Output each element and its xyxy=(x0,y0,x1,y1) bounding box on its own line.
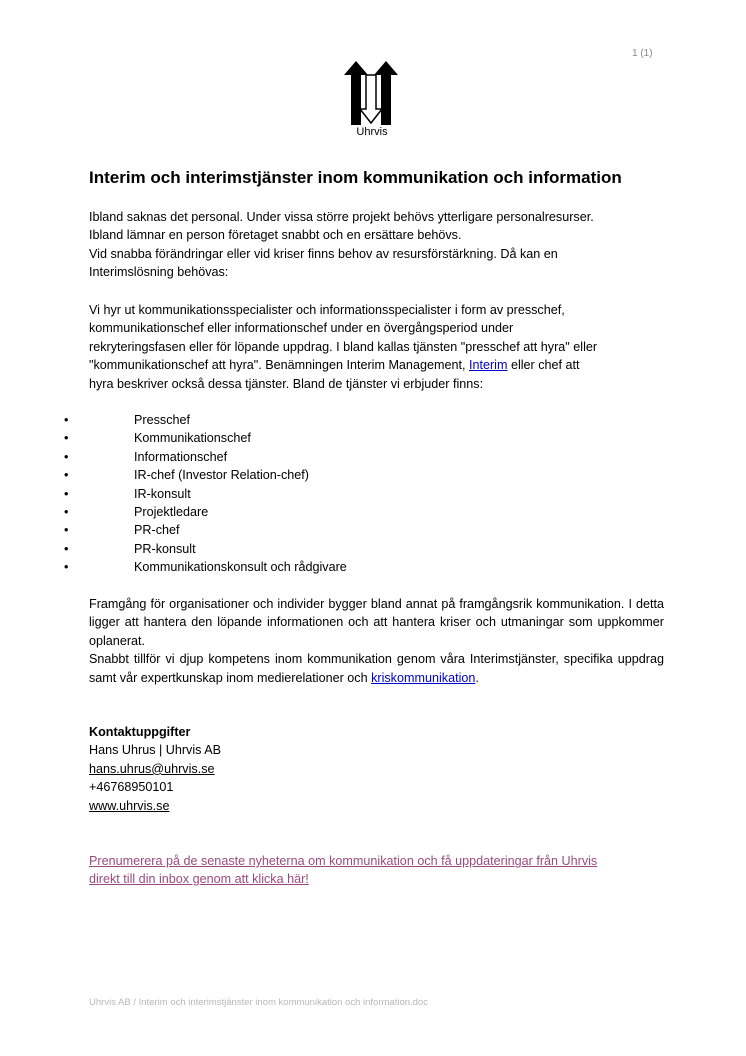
intro-line: Ibland lämnar en person företaget snabbt och en ersättare behövs. xyxy=(89,228,462,243)
subscribe-line: Prenumerera på de senaste nyheterna om kommunikation och få uppdateringar från Uhrvis xyxy=(89,854,598,868)
intro-paragraph xyxy=(89,208,664,282)
contact-website-link[interactable]: www.uhrvis.se xyxy=(89,798,170,813)
service-label: Informationschef xyxy=(134,449,228,464)
contact-name: Hans Uhrus | Uhrvis AB xyxy=(89,743,222,758)
closing-text: Framgång för organisationer och individer bygger bland annat på framgångsrik kommunikation. I detta ligger att hantera den löpande informationen och att hantera kriser och utmaningar som uppkommer oplanerat. xyxy=(89,597,664,648)
logo-text: Uhrvis xyxy=(356,126,388,138)
bullet: • xyxy=(64,560,69,575)
bullet: • xyxy=(64,523,69,538)
page-title: Interim och interimstjänster inom kommunikation och information xyxy=(89,168,622,187)
service-label: Presschef xyxy=(134,413,190,427)
contact-phone: +46768950101 xyxy=(89,780,174,795)
closing-paragraph xyxy=(89,595,664,687)
subscribe-link[interactable] xyxy=(89,852,669,889)
contact-email-link[interactable]: hans.uhrus@uhrvis.se xyxy=(89,761,215,776)
service-label: IR-chef (Investor Relation-chef) xyxy=(134,468,309,483)
bullet: • xyxy=(64,449,69,464)
intro-line: Interimslösning behövas: xyxy=(89,265,229,280)
service-label: IR-konsult xyxy=(134,486,191,501)
intro-line: Ibland saknas det personal. Under vissa större projekt behövs ytterligare personalresurser. xyxy=(89,210,594,224)
services-line: Vi hyr ut kommunikationsspecialister och informationsspecialister i form av presschef, xyxy=(89,303,565,317)
bullet: • xyxy=(64,486,69,501)
services-line xyxy=(89,356,664,374)
service-label: Kommunikationschef xyxy=(134,431,251,446)
closing-text-part: . xyxy=(475,670,479,685)
bullet: • xyxy=(64,541,69,556)
service-label: PR-chef xyxy=(134,523,180,538)
services-line: rekryteringsfasen eller för löpande uppdrag. I bland kallas tjänsten "presschef att hyra" eller xyxy=(89,339,598,354)
contact-heading: Kontaktuppgifter xyxy=(89,725,191,739)
service-label: Kommunikationskonsult och rådgivare xyxy=(134,560,347,575)
closing-text xyxy=(89,650,664,687)
services-line: hyra beskriver också dessa tjänster. Bland de tjänster vi erbjuder finns: xyxy=(89,376,484,391)
service-label: Projektledare xyxy=(134,504,209,519)
services-text: "kommunikationschef att hyra". Benämningen Interim Management, xyxy=(89,358,469,373)
contact-block xyxy=(89,723,221,815)
bullet: • xyxy=(64,413,69,427)
services-paragraph xyxy=(89,301,664,393)
services-line: kommunikationschef eller informationschef under en övergångsperiod under xyxy=(89,321,514,336)
kriskommunikation-link[interactable]: kriskommunikation xyxy=(371,670,476,685)
page-footer: Uhrvis AB / Interim och interimstjänster inom kommunikation och information.doc xyxy=(89,997,428,1008)
service-label: PR-konsult xyxy=(134,541,196,556)
services-text: eller chef att xyxy=(507,358,580,373)
page-number: 1 (1) xyxy=(632,48,653,59)
bullet: • xyxy=(64,468,69,483)
closing-text-part: Snabbt tillför vi djup kompetens inom kommunikation genom våra Interimstjänster, specifika uppdrag samt vår expertkunskap inom medierelationer och xyxy=(89,652,664,685)
bullet: • xyxy=(64,431,69,446)
bullet: • xyxy=(64,504,69,519)
intro-line: Vid snabba förändringar eller vid kriser finns behov av resursförstärkning. Då kan en xyxy=(89,246,558,261)
subscribe-line: direkt till din inbox genom att klicka här! xyxy=(89,872,309,887)
interim-link[interactable]: Interim xyxy=(468,358,508,373)
